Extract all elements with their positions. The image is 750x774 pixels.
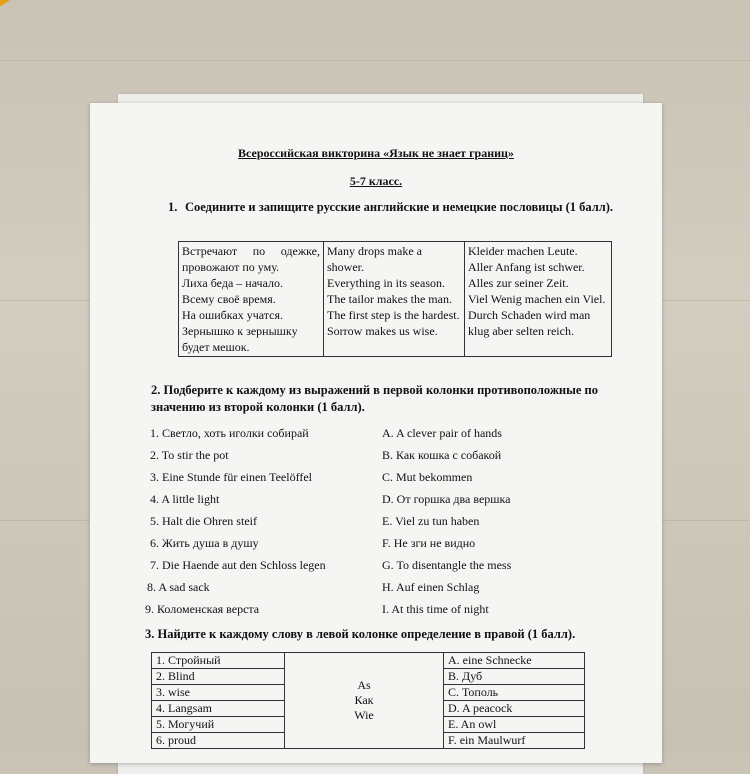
proverb-line: The first step is the hardest. bbox=[327, 308, 460, 322]
right-definition: C. Тополь bbox=[444, 685, 585, 701]
right-definition: D. A peacock bbox=[444, 701, 585, 717]
task3-text: 3. Найдите к каждому слову в левой колонке определение в правой (1 балл). bbox=[145, 627, 576, 641]
proverb-line: Aller Anfang ist schwer. bbox=[468, 260, 585, 274]
right-definition: A. eine Schnecke bbox=[444, 653, 585, 669]
left-word: 4. Langsam bbox=[152, 701, 285, 717]
proverb-line: Everything in its season. bbox=[327, 276, 445, 290]
left-word: 6. proud bbox=[152, 733, 285, 749]
proverb-line: Sorrow makes us wise. bbox=[327, 324, 438, 338]
right-expression: F. Не зги не видно bbox=[382, 536, 476, 550]
pencil bbox=[0, 0, 88, 25]
right-definition: B. Дуб bbox=[444, 669, 585, 685]
left-expression: 7. Die Haende aut den Schloss legen bbox=[150, 558, 326, 572]
right-definition: E. An owl bbox=[444, 717, 585, 733]
right-expression: H. Auf einen Schlag bbox=[382, 580, 480, 594]
left-word: 2. Blind bbox=[152, 669, 285, 685]
left-expression: 5. Halt die Ohren steif bbox=[150, 514, 257, 528]
left-expression: 3. Eine Stunde für einen Teelöffel bbox=[150, 470, 312, 484]
left-word: 1. Стройный bbox=[152, 653, 285, 669]
proverb-line: Всему своё время. bbox=[182, 292, 276, 306]
comparison-words-cell bbox=[285, 653, 444, 749]
proverb-line: Alles zur seiner Zeit. bbox=[468, 276, 569, 290]
right-definition: F. ein Maulwurf bbox=[444, 733, 585, 749]
grade-heading: 5-7 класс. bbox=[349, 174, 403, 188]
right-expression: C. Mut bekommen bbox=[382, 470, 473, 484]
proverb-line: The tailor makes the man. bbox=[327, 292, 452, 306]
proverb-line: Many drops make a shower. bbox=[327, 244, 422, 274]
right-expression: E. Viel zu tun haben bbox=[382, 514, 480, 528]
worksheet-page bbox=[90, 103, 662, 763]
proverbs-table bbox=[178, 241, 612, 357]
left-expression: 1. Светло, хоть иголки собирай bbox=[150, 426, 309, 440]
left-expression: 4. A little light bbox=[150, 492, 220, 506]
proverb-line: Лиха беда – начало. bbox=[182, 276, 283, 290]
left-expression: 2. To stir the pot bbox=[150, 448, 229, 462]
russian-proverbs-cell bbox=[179, 242, 324, 357]
comparison-word: Как bbox=[354, 693, 374, 707]
german-proverbs-cell bbox=[465, 242, 612, 357]
left-word: 5. Могучий bbox=[152, 717, 285, 733]
task1-number: 1. bbox=[168, 200, 178, 214]
right-expression: A. A clever pair of hands bbox=[382, 426, 502, 440]
task2-text: 2. Подберите к каждому из выражений в первой колонки противоположные по значению из второй колонки (1 балл). bbox=[151, 383, 598, 414]
proverb-line: Зернышко к зернышку будет мешок. bbox=[182, 324, 298, 354]
comparison-word: Wie bbox=[354, 708, 374, 722]
english-proverbs-cell bbox=[324, 242, 465, 357]
right-expression: B. Как кошка с собакой bbox=[382, 448, 502, 462]
definitions-table bbox=[151, 652, 585, 749]
proverb-line: Kleider machen Leute. bbox=[468, 244, 578, 258]
right-expression: D. От горшка два вершка bbox=[382, 492, 511, 506]
comparison-word: As bbox=[357, 678, 371, 692]
left-expression: 8. A sad sack bbox=[147, 580, 210, 594]
left-expression: 9. Коломенская верста bbox=[145, 602, 260, 616]
task1-text: Соедините и запищите русские английские и немецкие пословицы (1 балл). bbox=[185, 200, 614, 214]
proverb-line: Viel Wenig machen ein Viel. bbox=[468, 292, 606, 306]
right-expression: G. To disentangle the mess bbox=[382, 558, 512, 572]
page-title: Всероссийская викторина «Язык не знает границ» bbox=[238, 146, 514, 160]
proverb-line: На ошибках учатся. bbox=[182, 308, 284, 322]
left-word: 3. wise bbox=[152, 685, 285, 701]
proverb-line: Встречают по одежке, провожают по уму. bbox=[182, 244, 320, 274]
proverb-line: Durch Schaden wird man klug aber selten reich. bbox=[468, 308, 591, 338]
right-expression: I. At this time of night bbox=[382, 602, 489, 616]
left-expression: 6. Жить душа в душу bbox=[150, 536, 259, 550]
